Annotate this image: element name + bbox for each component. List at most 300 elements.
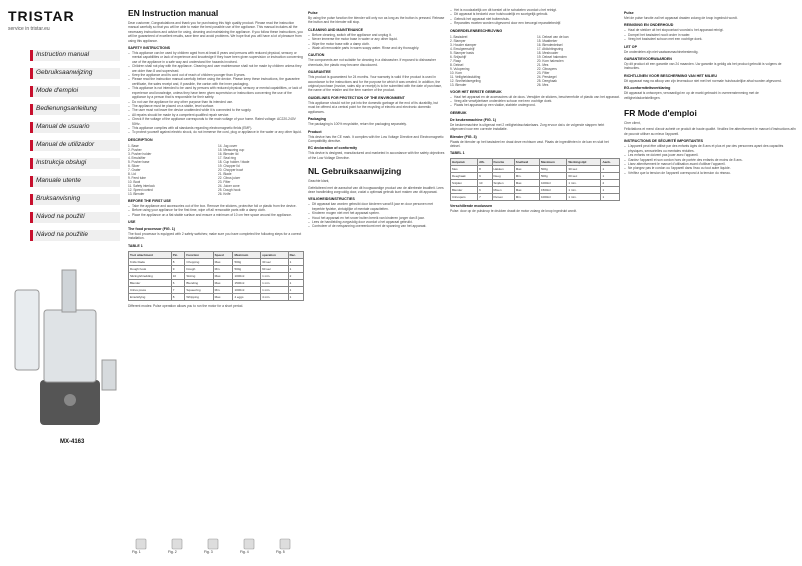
nl-blender-heading: Blender (FIG. 3)	[450, 134, 477, 139]
fr-title: FR Mode d'emploi	[624, 108, 697, 119]
column-2	[308, 8, 446, 543]
chopper-shape	[102, 360, 116, 390]
nl-food-heading: De keukenmachine (FIG. 1)	[450, 117, 496, 122]
en-table-cell: Whipping	[185, 293, 213, 300]
en-safety-item: – The user must not leave the device unattended while it is connected to the supply.	[128, 108, 304, 112]
product-text: This device has the CE mark. It complies with the Low Voltage Directive and Electromagnetic Compatibility directive.	[308, 134, 444, 143]
en-table-header-cell: Pic.	[171, 251, 185, 258]
nl-table-cell: 9	[478, 173, 492, 180]
nl-intro: Gefeliciteerd met de aanschaf van dit hoogwaardige product van de allerbeste kwaliteit. Lees deze handleiding zorgvuldig door, zodat u optimaal gebruik kunt maken van dit apparaat.	[308, 185, 444, 194]
en-title: EN Instruction manual	[128, 8, 219, 18]
en-table-header-cell: operation	[261, 251, 288, 258]
nl-table-row	[451, 194, 620, 201]
en-table	[128, 251, 304, 301]
fr-safety-item: – Les enfants ne doivent pas jouer avec l'appareil.	[624, 153, 796, 157]
packaging-text: The packaging is 100% recyclable, return the packaging separately.	[308, 122, 407, 127]
nl-part-item: 6. Snijschijf	[450, 54, 467, 59]
en-parts-heading: DESCRIPTION	[128, 137, 153, 142]
en-table-cell: Min.	[213, 286, 233, 293]
nl-table-cell: 1000ml	[539, 180, 566, 187]
nl-part-item: 11. Veiligheidssluiting	[450, 74, 481, 79]
figure-thumbnail	[170, 538, 184, 550]
en-safety-item: – The appliance must be placed on a stable, level surface.	[128, 104, 304, 108]
fr-safety-item: – L'appareil peut être utilisé par des enfants âgés de 8 ans et plus et par des personnes ayant des capacités physiques, sensorielles ou mentales réduites.	[624, 144, 796, 153]
en-table-cell: Dough	[185, 265, 213, 272]
nl-table-cell: 8	[478, 166, 492, 173]
cleaning-item: – Wash all removable parts in warm soapy water. Rinse and dry thoroughly.	[308, 46, 446, 50]
en-table-cell: 1500ml	[233, 279, 261, 286]
caution-text: The components are not suitable for cleaning in a dishwasher. If exposed to dishwasher chemicals, the plastic may become discoloured.	[308, 58, 436, 67]
nl-env-text: Dit apparaat mag na afloop van zijn levensduur niet met het normale huishoudelijke afval worden afgevoerd.	[624, 78, 782, 83]
fr-greeting: Cher client,	[624, 121, 641, 126]
en-parts-a	[128, 144, 214, 196]
figure-thumbnail	[206, 538, 220, 550]
en-before-heading: BEFORE THE FIRST USE	[128, 198, 171, 203]
en-safety-item: – This appliance can be used by children aged from at least 8 years and persons with reduced physical, sensory or mental capabilities or lack of experience and knowledge if they have been given supervision or instruction concerning use of the appliance in a safe way and understand the hazards involved.	[128, 51, 304, 64]
en-before-item: – Before using your appliance for the first time, wipe off all removable parts with a damp cloth.	[128, 208, 304, 212]
nl-part-item: 4. Emulgeerschijf	[450, 46, 475, 51]
nl-table-cell: Hakken	[492, 166, 514, 173]
en-table-cell: Squeezing	[185, 286, 213, 293]
en-safety-item: – Do not use the appliance for any other purpose than its intended use.	[128, 100, 304, 104]
en-part-item: 1. Base	[128, 143, 139, 148]
nl-table-cell: Min.	[514, 194, 539, 201]
nl-parts-a	[450, 35, 533, 87]
language-label: Manuale utente	[36, 177, 81, 184]
en-table-cell: 500g	[233, 265, 261, 272]
en-part-item: 24. Juicer cone	[218, 183, 240, 188]
language-item	[30, 176, 120, 190]
nl-pulse-heading: Pulse	[624, 11, 634, 15]
nl-safety-item: – Controleer of de netspanning overeenkomt met de spanning van het apparaat.	[308, 224, 446, 228]
nl-table-cell: 1 min.	[567, 194, 601, 201]
nl-part-item: 26. Mes	[537, 82, 549, 87]
nl-before-item: – Plaats het apparaat op een vlakke, stabiele ondergrond.	[450, 103, 620, 107]
en-table-header-cell: Maximum	[233, 251, 261, 258]
en-footer-text: Different modes: Pulse operation allows you to run the motor for a short period.	[128, 303, 244, 308]
en-safety-item: – This appliance complies with all standards regarding electromagnetic fields (EMF).	[128, 126, 304, 130]
en-table-cell: Blender	[129, 279, 172, 286]
language-label: Návod na použití	[36, 213, 85, 220]
en-table-cell: Max.	[213, 279, 233, 286]
feed-tube-shape	[62, 270, 76, 312]
en-table-header-cell: Rec.	[288, 251, 303, 258]
en-table-cell: 1 min.	[261, 286, 288, 293]
en-table-cell: 10	[171, 272, 185, 279]
brand-subtitle: service in tristar.eu	[8, 26, 50, 32]
language-item	[30, 122, 120, 136]
nl-before-heading: VOOR HET EERSTE GEBRUIK	[450, 89, 502, 94]
language-label: Instrukcja obsługi	[36, 159, 87, 166]
nl-table-cell: Deeg	[492, 173, 514, 180]
nl-food-text: De keukenmachine is uitgerust met 2 veiligheidsschakelaars. Zorg ervoor dat u de volgende stappen hebt uitgevoerd voor een correcte installatie.	[450, 122, 605, 132]
en-table-row	[129, 265, 304, 272]
en-safety-item: – Check if the voltage of the appliance corresponds to the main voltage of your home. Rated voltage: AC220-240V 50Hz.	[128, 117, 304, 126]
nl-guarantee-text: Op dit product zit een garantie van 24 maanden. Uw garantie is geldig als het product gebruikt is volgens de instructies.	[624, 62, 782, 71]
nl-modes-text: Pulse: door op de pulsknop te drukken draait de motor zolang de knop ingedrukt wordt.	[450, 209, 578, 214]
pulse-heading: Pulse	[308, 11, 318, 15]
nl-table-header-cell: Maximum	[539, 159, 566, 166]
nl-table-heading: TABEL 1	[450, 151, 465, 156]
en-safety-list	[128, 51, 304, 135]
en-table-row	[129, 279, 304, 286]
nl-table-cell: 1500ml	[539, 187, 566, 194]
en-table-cell: 6	[171, 279, 185, 286]
language-item	[30, 194, 120, 208]
nl-part-item: 23. Filter	[537, 70, 550, 75]
en-table-cell: 1 min.	[261, 279, 288, 286]
nl-table-cell: 6	[478, 187, 492, 194]
en-table-cell: Dough hook	[129, 265, 172, 272]
ce-text: This device is designed, manufactured and marketed in accordance with the safety objectives of the Low Voltage Directive.	[308, 151, 445, 160]
en-table-cell: Slicing	[185, 272, 213, 279]
en-parts-b	[218, 144, 304, 196]
nl-part-item: 1. Basisdeel	[450, 34, 468, 39]
figure-thumbnail	[278, 538, 292, 550]
nl-part-item: 5. Stamper basis	[450, 50, 474, 55]
nl-part-item: 16. Blenderdeksel	[537, 42, 563, 47]
nl-safety-item: – Lees de handleiding zorgvuldig door voordat u het apparaat gebruikt.	[308, 220, 446, 224]
nl-table-cell: Mixen	[492, 187, 514, 194]
nl-table-cell: 1000ml	[539, 194, 566, 201]
en-table-cell: 4 eggs	[233, 293, 261, 300]
figure-label: Fig. 5	[276, 550, 285, 554]
nl-cleaning-list	[624, 28, 796, 41]
nl-part-item: 10. Kom	[450, 70, 462, 75]
language-item	[30, 50, 120, 64]
en-safety-heading: SAFETY INSTRUCTIONS	[128, 46, 171, 51]
language-item	[30, 158, 120, 172]
language-label: Mode d'emploi	[36, 87, 79, 94]
en-part-item: 5. Pusher base	[128, 159, 150, 164]
nl-cleaning-item: – Veeg het basisdeel schoon met een vochtige doek.	[624, 37, 796, 41]
nl-safety-list	[308, 202, 446, 228]
nl-table-cell: 1	[601, 173, 620, 180]
nl-extra-list	[450, 8, 620, 26]
language-item	[30, 212, 120, 226]
en-table-cell: 1	[288, 286, 303, 293]
nl-table-cell: 500g	[539, 173, 566, 180]
fr-safety-heading: INSTRUCTIONS DE SÉCURITÉ IMPORTANTES	[624, 139, 703, 144]
cleaning-list	[308, 33, 446, 51]
fr-safety-item: – Ne plongez pas le cordon ou l'appareil dans l'eau ou tout autre liquide.	[624, 166, 796, 170]
ce-heading: EC declaration of conformity	[308, 146, 358, 151]
language-label: Návod na použitie	[36, 231, 89, 238]
nl-table-cell: Deeghaak	[451, 173, 478, 180]
en-table-cell: 9	[171, 265, 185, 272]
en-part-item: 10. Bowl	[128, 179, 141, 184]
en-part-item: 15. Measuring cup	[218, 147, 245, 152]
nl-extra-item: – Het is noodzakelijk om dit toestel uit te schakelen voordat u het reinigt.	[450, 8, 620, 12]
nl-table-row	[451, 173, 620, 180]
en-table-cell: Chopping	[185, 258, 213, 265]
language-item	[30, 230, 120, 244]
en-table-cell: 1	[288, 265, 303, 272]
language-label: Bedienungsanleitung	[36, 105, 97, 112]
nl-part-item: 18. Meshouder	[537, 50, 559, 55]
nl-blender-text: Plaats de blender op het basisdeel en draai deze rechtsom vast. Plaats de ingrediënten in de kan en sluit het deksel.	[450, 139, 609, 149]
nl-part-item: 2. Stamper	[450, 38, 466, 43]
en-use-heading: USE	[128, 219, 136, 224]
en-table-cell: 1	[288, 279, 303, 286]
nl-safety-heading: VEILIGHEIDSINSTRUCTIES	[308, 197, 355, 202]
en-before-item: – Place the appliance on a flat stable surface and ensure a minimum of 10 cm free space around the appliance.	[128, 213, 304, 217]
language-item	[30, 140, 120, 154]
fr-intro: Félicitations et merci d'avoir acheté ce produit de haute qualité. Veuillez lire attentivement le manuel d'instructions afin de pouvoir utiliser au mieux l'appareil.	[624, 127, 796, 136]
cleaning-item: – Wipe the motor base with a damp cloth.	[308, 42, 446, 46]
nl-table-cell: Mes	[451, 166, 478, 173]
nl-part-item: 20. Kom hakmolen	[537, 58, 564, 63]
nl-cleaning-item: – Dompel het basisdeel nooit onder in water.	[624, 33, 796, 37]
en-table-cell: 1000ml	[233, 286, 261, 293]
en-table-cell: 7	[171, 286, 185, 293]
nl-part-item: 13. Blender	[450, 82, 467, 87]
language-label: Manual de utilizador	[36, 141, 95, 148]
en-table-cell: 500g	[233, 258, 261, 265]
figures-row	[128, 538, 304, 562]
en-safety-item: – Keep the appliance and its cord out of reach of children younger than 8 years.	[128, 73, 304, 77]
en-part-item: 14. Jug cover	[218, 143, 238, 148]
nl-part-item: 21. Mes	[537, 62, 549, 67]
en-table-cell: 30 sec	[261, 258, 288, 265]
nl-table-cell: 1	[601, 166, 620, 173]
en-table-cell: 1 min.	[261, 272, 288, 279]
nl-before-item: – Veeg alle verwijderbare onderdelen schoon met een vochtige doek.	[450, 99, 620, 103]
en-table-cell: 60 sec	[261, 265, 288, 272]
en-table-cell: Min.	[213, 265, 233, 272]
nl-table-cell: 10	[478, 180, 492, 187]
nl-greeting: Geachte klant,	[308, 179, 330, 184]
en-food-heading: The food processor (FIG. 1)	[128, 226, 175, 231]
en-table-row	[129, 272, 304, 279]
en-part-item: 26. Knife	[218, 191, 231, 196]
en-intro: Dear customer, Congratulations and thank you for purchasing this high quality product. Please read the instruction manual carefully so that you will be able to make the best possible use of the appliance. This manual includes all the necessary instructions and advice for using, cleaning and maintaining the appliance. If you follow these instructions, you will be guaranteed of excellent results, save time and avoid problems. We hope that you will have a lot of pleasure from using this appliance.	[128, 21, 303, 43]
nl-table	[450, 158, 620, 201]
en-table-header-cell: Function	[185, 251, 213, 258]
en-table-header-row	[129, 251, 304, 258]
nl-table-header-cell: Snelheid	[514, 159, 539, 166]
en-table-cell: Max.	[213, 293, 233, 300]
language-label: Gebruiksaanwijzing	[36, 69, 93, 76]
nl-table-cell: 30 sec	[567, 166, 601, 173]
column-4	[624, 8, 796, 543]
en-safety-item: – Please read the instruction manual carefully before using the device. Please keep these instructions, the guarantee certificate, the sales receipt and, if possible, the carton with the inner packaging.	[128, 77, 304, 86]
nl-cleaning-item: – Haal de stekker uit het stopcontact voordat u het apparaat reinigt.	[624, 28, 796, 32]
language-label: Instruction manual	[36, 51, 90, 58]
nl-safety-item: – Kinderen mogen niet met het apparaat spelen.	[308, 211, 446, 215]
en-part-item: 7. Grater	[128, 167, 141, 172]
en-part-item: 18. Cup holder / blade	[218, 159, 250, 164]
nl-table-cell: 1	[601, 187, 620, 194]
en-part-item: 22. Citrus juicer	[218, 175, 241, 180]
en-part-item: 20. Chopper bowl	[218, 167, 243, 172]
product-heading: Product	[308, 129, 322, 134]
nl-table-cell: Max.	[514, 166, 539, 173]
nl-before-list	[450, 95, 620, 108]
column-3	[450, 8, 620, 543]
nl-env-heading: RICHTLIJNEN VOOR BESCHERMING VAN HET MILIEU	[624, 73, 717, 78]
figure-label: Fig. 2	[168, 550, 177, 554]
figure-label: Fig. 3	[204, 550, 213, 554]
en-table-cell: 2	[288, 272, 303, 279]
en-part-item: 25. Dough hook	[218, 187, 241, 192]
nl-modes-heading: Verschillende modussen	[450, 204, 493, 209]
en-table-cell: 4 min.	[261, 293, 288, 300]
en-part-item: 21. Blade	[218, 171, 232, 176]
nl-table-header-cell: Functie	[492, 159, 514, 166]
language-list	[30, 50, 120, 248]
nl-part-item: 15. Maatbeker	[537, 38, 558, 43]
language-item	[30, 104, 120, 118]
nl-table-cell: Snijden	[492, 180, 514, 187]
fr-safety-item: – Gardez l'appareil et son cordon hors de portée des enfants de moins de 8 ans.	[624, 158, 796, 162]
en-part-item: 6. Slicer	[128, 163, 140, 168]
nl-safety-item: – Dit apparaat kan worden gebruikt door kinderen vanaf 8 jaar en door personen met beperkte fysieke, zintuiglijke of mentale capaciteiten.	[308, 202, 446, 211]
fr-safety-item: – Vérifiez que la tension de l'appareil correspond à la tension du réseau.	[624, 171, 796, 175]
en-before-item: – Take the appliance and accessories out of the box. Remove the stickers, protective foil or plastic from the device.	[128, 204, 304, 208]
nl-parts	[450, 35, 620, 87]
nl-parts-b	[537, 35, 620, 87]
nl-part-item: 12. Snelheidsregeling	[450, 78, 481, 83]
guarantee-text: This product is guaranteed for 24 months. Your warranty is valid if the product is used in accordance to the instructions and for the purpose for which it was created. In addition, the original purchase (invoice, sales slip or receipt) is to be submitted with the date of purchase, the name of the retailer and the item number of the product.	[308, 75, 442, 93]
column-en	[128, 8, 304, 543]
en-part-item: 9. Feed tube	[128, 175, 146, 180]
en-table-cell: Max.	[213, 272, 233, 279]
nl-part-item: 14. Deksel van de kan	[537, 34, 569, 39]
nl-before-item: – Haal het apparaat en de accessoires uit de doos. Verwijder de stickers, beschermfolie of plastic van het apparaat.	[450, 95, 620, 99]
en-table-cell: Blending	[185, 279, 213, 286]
en-part-item: 19. Chopper lid	[218, 163, 240, 168]
nl-table-cell: Min.	[514, 173, 539, 180]
nl-extra-item: – Dit apparaat is bedoeld voor huishoudelijk en soortgelijk gebruik.	[450, 12, 620, 16]
en-part-item: 3. Pusher holder	[128, 151, 152, 156]
knob-shape	[64, 394, 76, 406]
env-text: This appliance should not be put into the domestic garbage at the end of its durability, but must be offered at a central point for the recycling of electric and electronic domestic appliances.	[308, 100, 439, 114]
en-table-row	[129, 293, 304, 300]
en-safety-item: – Children shall not play with the appliance. Cleaning and user maintenance shall not be made by children unless they are older than 8 and supervised.	[128, 64, 304, 73]
en-table-cell: 8	[171, 293, 185, 300]
nl-part-item: 8. Deksel	[450, 62, 464, 67]
nl-table-header-row	[451, 159, 620, 166]
model-number: MX-4163	[60, 439, 85, 445]
fr-safety-item: – Lisez attentivement le manuel d'utilisation avant d'utiliser l'appareil.	[624, 162, 796, 166]
en-food-text: The food processor is equipped with 2 safety switches; make sure you have completed the following steps for a correct installation.	[128, 231, 302, 241]
nl-title: NL Gebruiksaanwijzing	[308, 166, 402, 177]
nl-ce-heading: EG-conformiteitsverklaring	[624, 86, 671, 91]
guarantee-heading: GUARANTEE	[308, 70, 331, 75]
nl-table-cell: 2	[601, 180, 620, 187]
nl-table-header-cell: Afb.	[478, 159, 492, 166]
pulse-text: By using the pulse function the blender will only run as long as the button is pressed. Release the button and the blender will stop.	[308, 16, 445, 25]
figure-thumbnail	[134, 538, 148, 550]
en-table-cell: 1	[288, 293, 303, 300]
jug-shape	[15, 290, 39, 370]
nl-table-cell: 60 sec	[567, 173, 601, 180]
nl-table-header-cell: Aanb.	[601, 159, 620, 166]
nl-table-cell: Blender	[451, 187, 478, 194]
nl-table-cell: 1	[601, 194, 620, 201]
en-table-cell: 1	[288, 258, 303, 265]
nl-part-item: 19. Deksel hakmolen	[537, 54, 567, 59]
cleaning-heading: CLEANING AND MAINTENANCE	[308, 27, 363, 32]
nl-table-cell: 1 min.	[567, 180, 601, 187]
nl-table-row	[451, 187, 620, 194]
nl-table-header-cell: Hulpstuk	[451, 159, 478, 166]
nl-pulse-text: Met de pulse functie zal het apparaat draaien zolang de knop ingedrukt wordt.	[624, 16, 738, 20]
env-heading: GUIDELINES FOR PROTECTION OF THE ENVIRONMENT	[308, 95, 405, 100]
nl-caution-heading: LET OP	[624, 44, 637, 49]
nl-table-header-cell: Werkingstijd	[567, 159, 601, 166]
figure-thumbnail	[242, 538, 256, 550]
nl-table-cell: 500g	[539, 166, 566, 173]
en-safety-item: – To protect yourself against electric shock, do not immerse the cord, plug or appliance in the water or any other liquid.	[128, 130, 304, 134]
nl-table-cell: 1 min.	[567, 187, 601, 194]
en-part-item: 11. Safety interlock	[128, 183, 155, 188]
nl-extra-item: – Gebruik het apparaat niet buitenshuis.	[450, 17, 620, 21]
nl-caution-text: De onderdelen zijn niet vaatwasmachinebestendig.	[624, 49, 699, 54]
nl-table-cell: Citruspers	[451, 194, 478, 201]
nl-table-row	[451, 166, 620, 173]
caution-heading: CAUTION	[308, 53, 325, 58]
nl-part-item: 22. Citruspers	[537, 66, 557, 71]
cleaning-item: – Never immerse the motor base in water or any other liquid.	[308, 37, 446, 41]
nl-part-item: 24. Perskegel	[537, 74, 557, 79]
en-table-cell: Emulsifying	[129, 293, 172, 300]
nl-safety-item: – Houd het apparaat en het snoer buiten bereik van kinderen jonger dan 8 jaar.	[308, 216, 446, 220]
en-before-list	[128, 204, 304, 217]
en-safety-item: – All repairs should be made by a competent qualified repair service.	[128, 113, 304, 117]
food-processor-illustration	[10, 250, 120, 430]
nl-table-cell: Max.	[514, 180, 539, 187]
cleaning-item: – Before cleaning, switch off the appliance and unplug it.	[308, 33, 446, 37]
en-table-header-cell: Speed	[213, 251, 233, 258]
language-label: Bruksanvisning	[36, 195, 81, 202]
en-table-row	[129, 286, 304, 293]
language-item	[30, 86, 120, 100]
nl-table-cell: 7	[478, 194, 492, 201]
en-safety-item: – This appliance is not intended to be used by persons with reduced physical, sensory or mental capabilities, or lack of experience and knowledge, unless they have been given supervision or instructions concerning the use of the appliance by a person that is responsible for their safety.	[128, 86, 304, 99]
en-part-item: 23. Filter	[218, 179, 231, 184]
language-item	[30, 68, 120, 82]
en-parts	[128, 144, 304, 196]
language-label: Manual de usuario	[36, 123, 90, 130]
en-table-header-cell: Tool attachment	[129, 251, 172, 258]
figure-label: Fig. 1	[132, 550, 141, 554]
en-part-item: 2. Pusher	[128, 147, 142, 152]
packaging-heading: Packaging	[308, 117, 326, 122]
en-part-item: 13. Blender	[128, 191, 145, 196]
nl-cleaning-heading: REINIGING EN ONDERHOUD	[624, 23, 674, 28]
figure-label: Fig. 4	[240, 550, 249, 554]
en-table-heading: TABLE 1	[128, 243, 143, 248]
nl-part-item: 3. Houder stamper	[450, 42, 477, 47]
en-part-item: 17. Seal ring	[218, 155, 236, 160]
en-part-item: 8. Lid	[128, 171, 136, 176]
en-table-cell: Max.	[213, 258, 233, 265]
en-table-cell: Knife blade	[129, 258, 172, 265]
brand-logo: TRISTAR	[8, 8, 75, 24]
nl-table-cell: Snijden	[451, 180, 478, 187]
nl-part-item: 7. Rasp	[450, 58, 461, 63]
fr-safety-list	[624, 144, 796, 175]
nl-table-cell: Persen	[492, 194, 514, 201]
nl-parts-heading: ONDERDELENBESCHRIJVING	[450, 28, 503, 33]
nl-use-heading: GEBRUIK	[450, 110, 467, 115]
nl-ce-text: Dit apparaat is ontworpen, vervaardigd en op de markt gebracht in overeenstemming met de veiligheidsdoelstellingen.	[624, 91, 759, 100]
nl-table-cell: Max.	[514, 187, 539, 194]
nl-part-item: 17. Afdichtingsring	[537, 46, 564, 51]
en-part-item: 16. Blender lid	[218, 151, 239, 156]
